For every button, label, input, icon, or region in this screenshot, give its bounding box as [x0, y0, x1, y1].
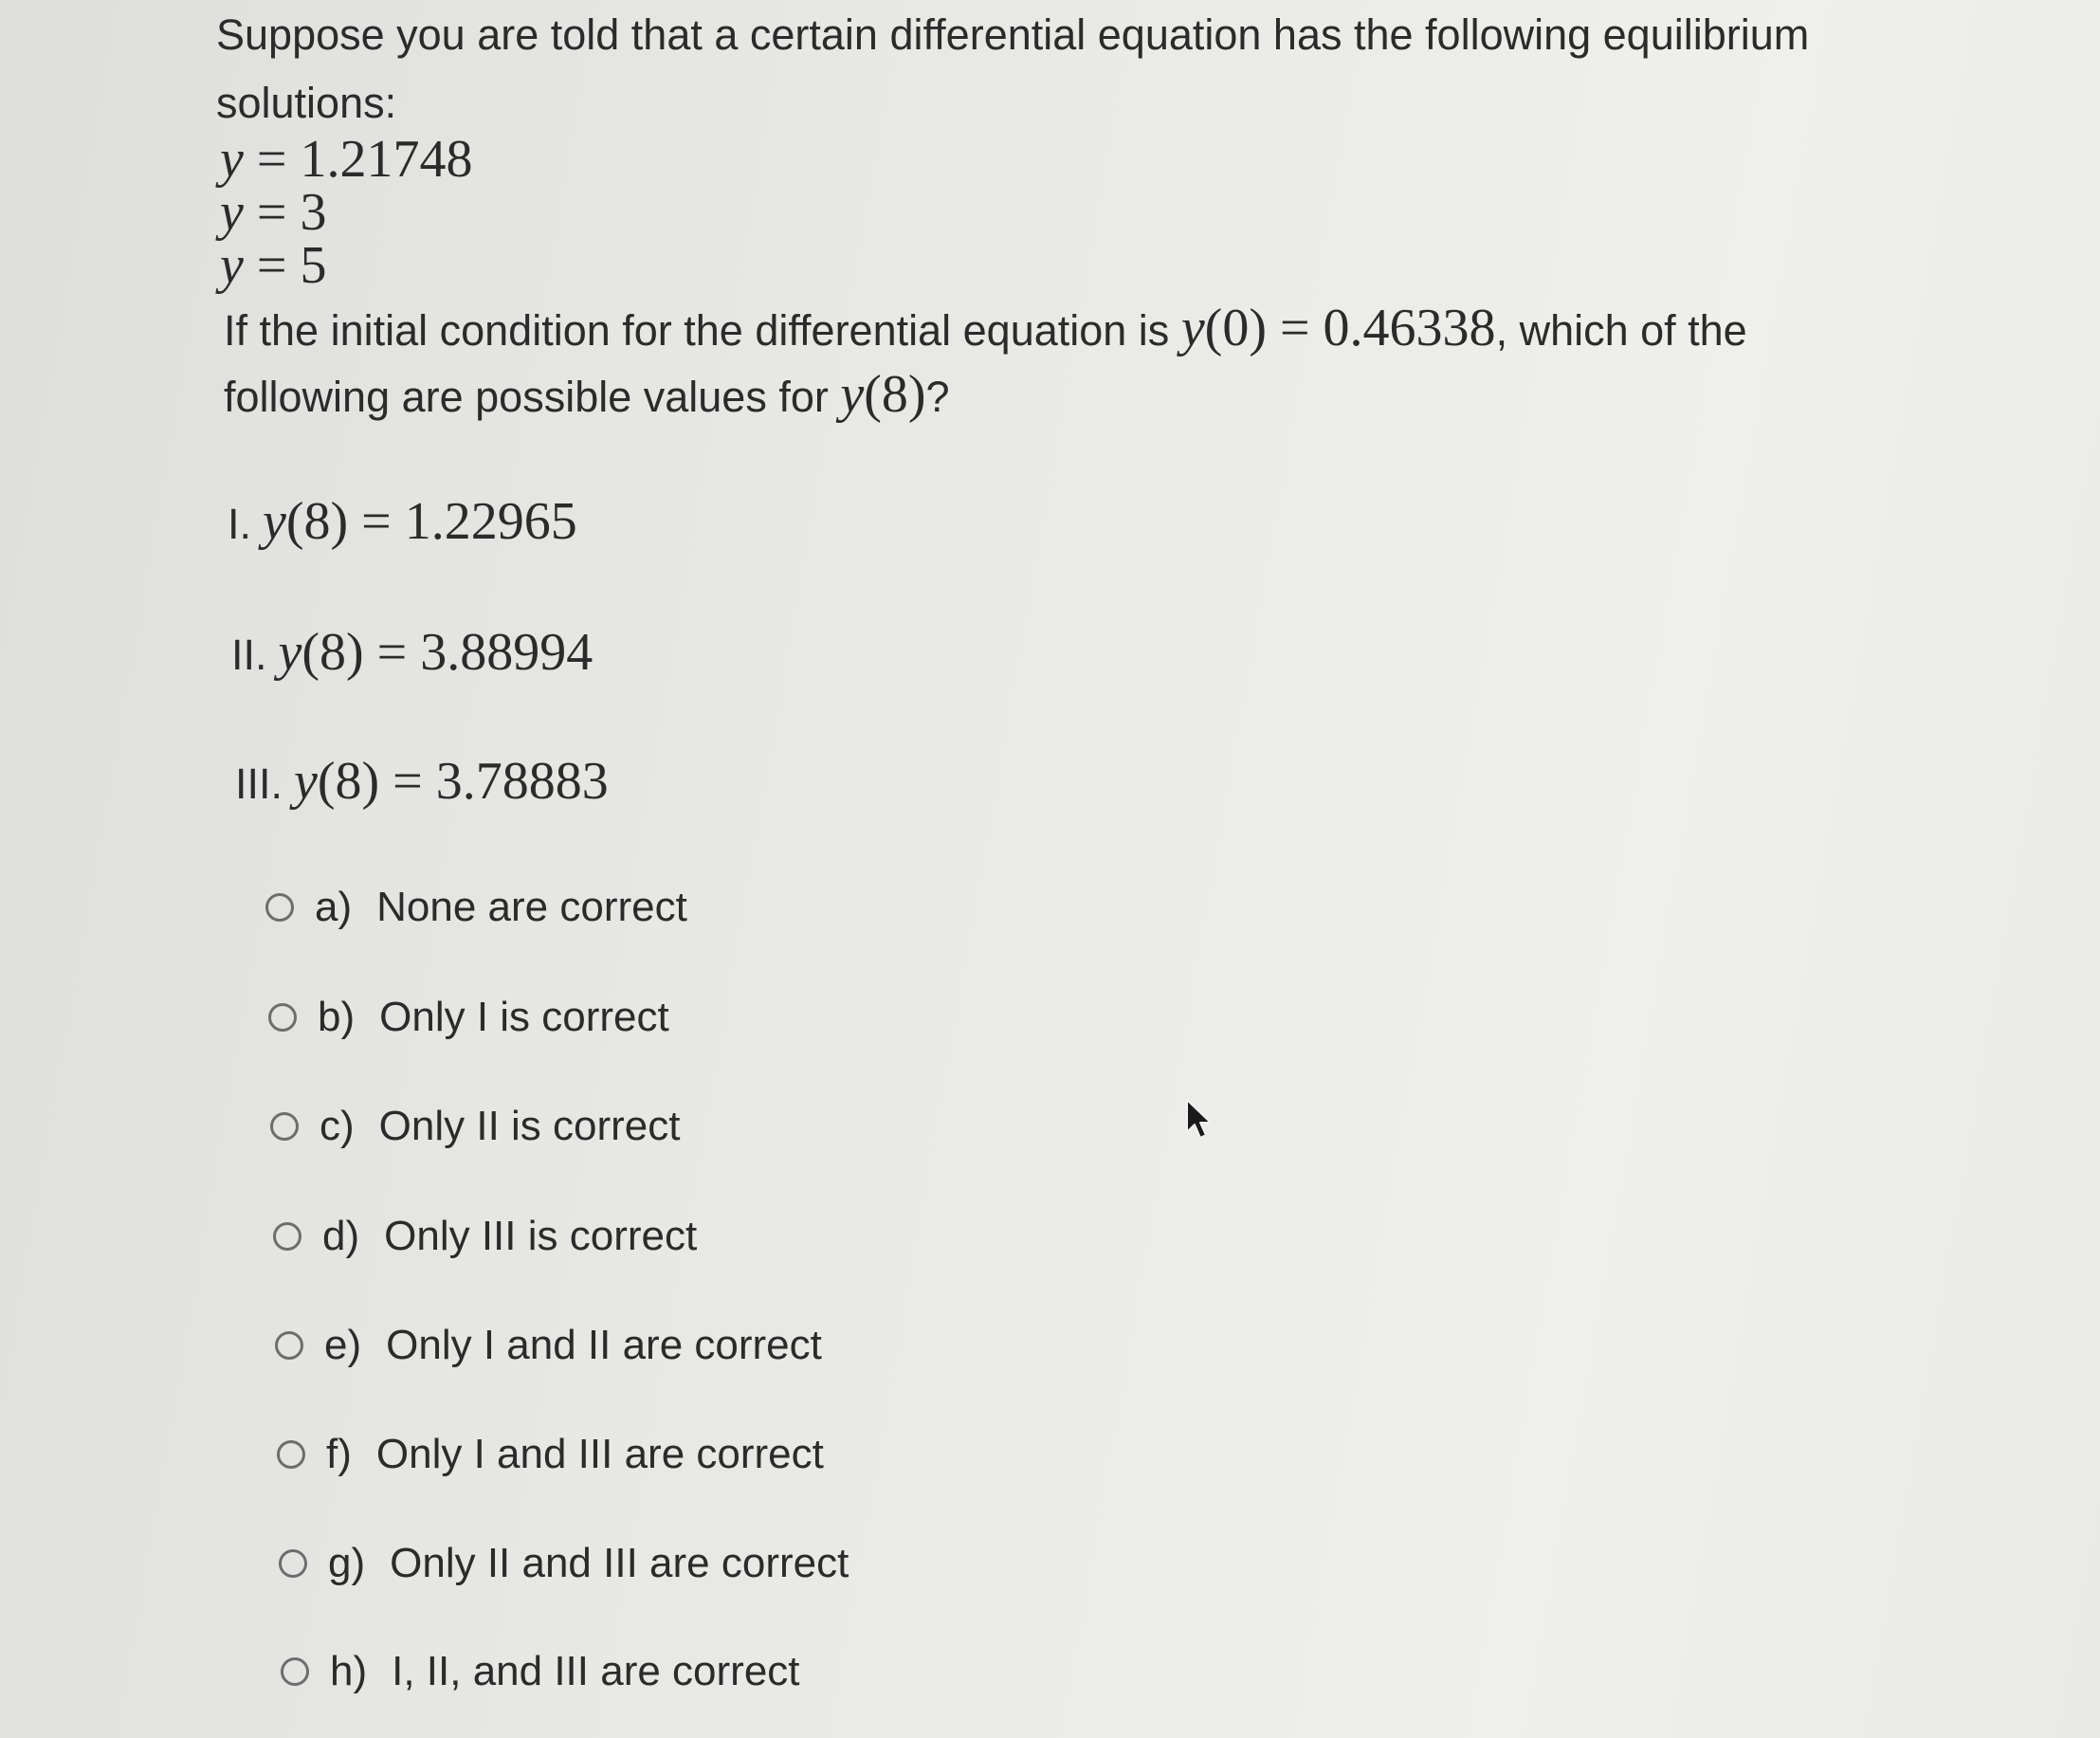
option-label: I, II, and III are correct — [392, 1648, 800, 1694]
equilibrium-solution-1 — [220, 130, 473, 189]
initial-condition-line1 — [224, 299, 1747, 357]
question-intro-line1: Suppose you are told that a certain differential equation has the following equilibrium — [216, 10, 1810, 59]
option-a[interactable] — [265, 884, 687, 931]
statement-1 — [228, 492, 577, 551]
condition-line2-var: y — [840, 365, 865, 424]
equilibrium-value: 3 — [300, 183, 327, 242]
radio-button-icon[interactable] — [273, 1222, 301, 1251]
option-d[interactable] — [273, 1213, 697, 1260]
statement-numeral: II. — [231, 631, 267, 679]
radio-button-icon[interactable] — [270, 1112, 299, 1141]
statement-arg: (8) — [285, 492, 349, 551]
option-label: None are correct — [376, 884, 687, 930]
equilibrium-var: y — [220, 236, 257, 295]
radio-button-icon[interactable] — [268, 1003, 297, 1032]
statement-value: = 1.22965 — [348, 492, 577, 551]
statement-numeral: III. — [235, 759, 283, 808]
radio-button-icon[interactable] — [265, 893, 294, 922]
statement-var: y — [294, 752, 318, 811]
equilibrium-solution-3 — [220, 236, 327, 295]
condition-value: = 0.46338 — [1266, 299, 1496, 357]
statement-2 — [231, 623, 593, 682]
condition-arg: (0) — [1204, 299, 1267, 357]
option-label: Only I and III are correct — [375, 1431, 824, 1477]
statement-numeral: I. — [228, 500, 252, 548]
option-letter: b) — [318, 994, 356, 1040]
radio-button-icon[interactable] — [277, 1440, 305, 1469]
option-c[interactable] — [270, 1103, 681, 1150]
option-g[interactable] — [279, 1540, 849, 1587]
equilibrium-var: y — [220, 130, 257, 189]
equilibrium-eq-sign: = — [256, 236, 301, 295]
option-label: Only III is correct — [384, 1213, 698, 1259]
option-h[interactable] — [281, 1648, 800, 1695]
option-e[interactable] — [275, 1322, 822, 1369]
radio-button-icon[interactable] — [281, 1657, 309, 1686]
condition-line2-pre: following are possible values for — [224, 373, 841, 421]
condition-var: y — [1180, 299, 1205, 357]
initial-condition-line2 — [224, 365, 950, 424]
mouse-pointer-icon — [1185, 1098, 1217, 1143]
option-label: Only I is correct — [379, 994, 669, 1040]
statement-arg: (8) — [301, 623, 364, 682]
statement-arg: (8) — [317, 752, 380, 811]
option-letter: f) — [326, 1431, 352, 1477]
option-label: Only I and II are correct — [386, 1322, 822, 1368]
option-letter: a) — [315, 884, 353, 930]
option-label: Only II is correct — [378, 1103, 681, 1149]
statement-value: = 3.78883 — [379, 752, 609, 811]
option-letter: g) — [328, 1540, 366, 1586]
option-letter: h) — [330, 1648, 368, 1694]
option-letter: e) — [324, 1322, 362, 1368]
equilibrium-var: y — [220, 183, 257, 242]
condition-line2-post: ? — [925, 373, 950, 421]
equilibrium-value: 5 — [300, 236, 327, 295]
option-letter: c) — [320, 1103, 355, 1149]
radio-button-icon[interactable] — [275, 1331, 303, 1360]
option-b[interactable] — [268, 994, 669, 1041]
equilibrium-value: 1.21748 — [300, 130, 473, 189]
statement-var: y — [278, 623, 302, 682]
condition-line2-arg: (8) — [864, 365, 926, 424]
statement-3 — [235, 752, 609, 811]
option-f[interactable] — [277, 1431, 824, 1478]
statement-var: y — [263, 492, 286, 551]
equilibrium-eq-sign: = — [256, 183, 301, 242]
radio-button-icon[interactable] — [279, 1549, 307, 1578]
equilibrium-solution-2 — [220, 183, 327, 242]
option-letter: d) — [322, 1213, 360, 1259]
option-label: Only II and III are correct — [390, 1540, 849, 1586]
question-intro-line2: solutions: — [216, 79, 397, 127]
condition-text-pre: If the initial condition for the differential equation is — [224, 306, 1181, 355]
condition-text-post: , which of the — [1495, 306, 1747, 355]
equilibrium-eq-sign: = — [256, 130, 301, 189]
statement-value: = 3.88994 — [363, 623, 593, 682]
